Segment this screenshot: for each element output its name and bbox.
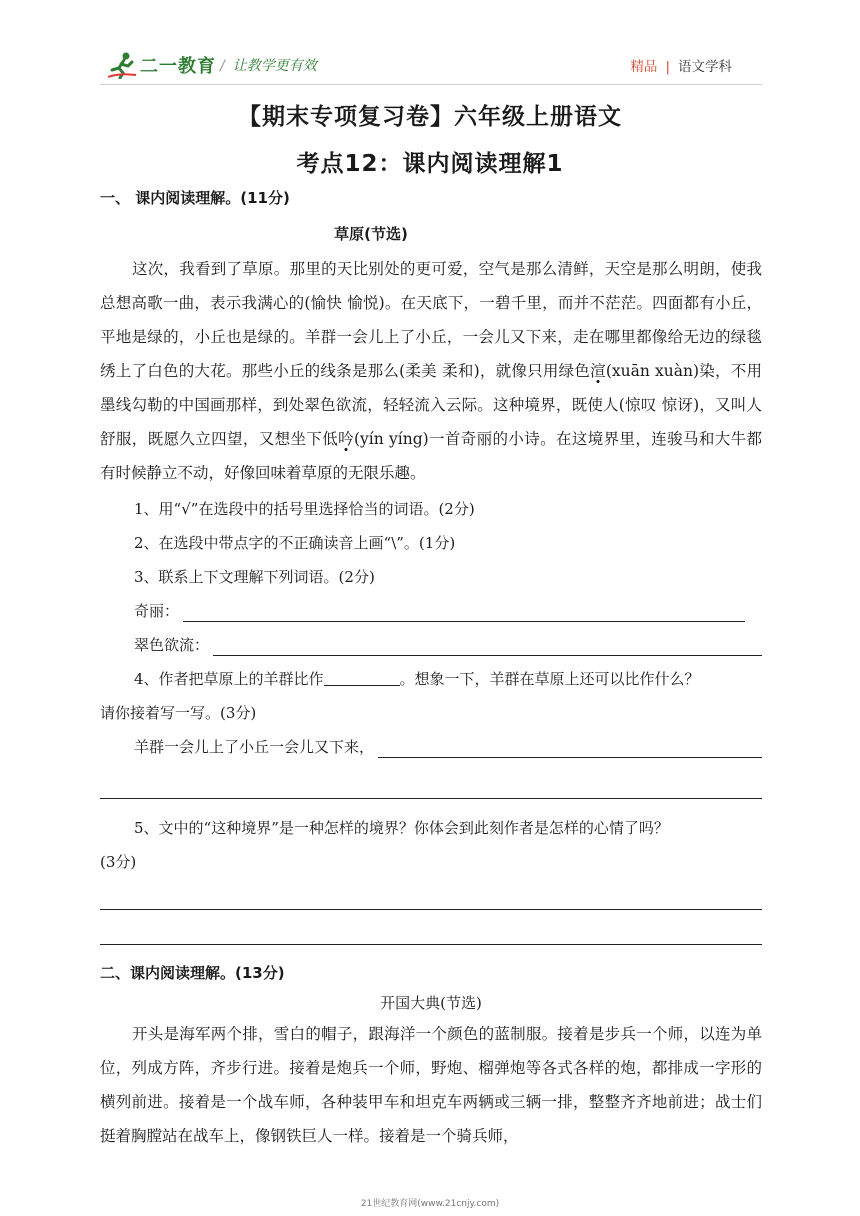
premium-badge: 精品 <box>630 59 658 75</box>
slogan <box>220 55 317 75</box>
passage1-text <box>100 252 762 490</box>
passage1-title: 草原(节选) <box>334 225 408 243</box>
page-header <box>0 0 860 90</box>
header-separator: | <box>665 59 670 75</box>
header-divider <box>100 84 762 85</box>
header-subject <box>630 55 732 75</box>
answer-line[interactable] <box>213 631 762 656</box>
q3-term-label: 奇丽： <box>134 602 180 620</box>
answer-line[interactable] <box>100 764 762 799</box>
section2-heading: 二、课内阅读理解。(13分) <box>100 964 285 982</box>
q4-text-b: 。想象一下，羊群在草原上还可以比作什么？ <box>399 670 700 688</box>
passage2-title: 开国大典(节选) <box>380 994 482 1012</box>
subject-label: 语文学科 <box>678 59 732 75</box>
passage2-text: 开头是海军两个排，雪白的帽子，跟海洋一个颜色的蓝制服。接着是步兵一个师，以连为单位，列成方阵，齐步行进。接着是炮兵一个师，野炮、榴弹炮等各式各样的炮，都排成一字形的横列前进。接着是一个战车师，各种装甲车和坦克车两辆或三辆一排，整整齐齐地前进；战士们挺着胸膛站在战车上，像钢铁巨人一样。接着是一个骑兵师， <box>100 1025 762 1145</box>
q4-answer <box>100 730 762 764</box>
slash-divider: / <box>220 58 225 74</box>
section1-heading: 一、 课内阅读理解。(11分) <box>100 189 290 207</box>
q3-answer-cuise <box>100 628 762 662</box>
q3-answer-qili <box>100 594 762 628</box>
worksheet-body <box>100 186 762 1153</box>
slogan-text: 让教学更有效 <box>232 58 317 74</box>
question-1: 1、用“√”在选段中的括号里选择恰当的词语。(2分) <box>134 500 475 518</box>
answer-line[interactable] <box>100 879 762 910</box>
runner-logo-icon <box>108 51 138 79</box>
q3-term-label: 翠色欲流： <box>134 636 210 654</box>
logo-text: 二一教育 <box>140 56 216 77</box>
dotted-char: 渲 <box>590 362 606 380</box>
page-title: 【期末专项复习卷】六年级上册语文 <box>238 104 622 130</box>
page-subtitle: 考点12：课内阅读理解1 <box>296 151 564 177</box>
page-footer: 21世纪教育网(www.21cnjy.com) <box>360 1199 500 1209</box>
passage1-part-c: (yín yíng)一首奇丽的小诗。在这境界里，连骏马和大牛都有时候静立不动，好像回味着草原的无限乐趣。 <box>100 430 762 482</box>
question-4-cont: 请你接着写一写。(3分) <box>100 704 257 722</box>
question-3: 3、联系上下文理解下列词语。(2分) <box>134 568 375 586</box>
q4-blank[interactable] <box>324 667 400 686</box>
dotted-char: 吟 <box>338 430 354 448</box>
question-5-cont: (3分) <box>100 853 137 871</box>
question-4 <box>100 662 762 696</box>
answer-line[interactable] <box>378 733 762 758</box>
question-2: 2、在选段中带点字的不正确读音上画“\”。(1分) <box>134 534 456 552</box>
q4-prompt: 羊群一会儿上了小丘一会儿又下来， <box>134 738 375 756</box>
passage1-part-b: (xuān xuàn)染，不用墨线勾勒的中国画那样，到处翠色欲流，轻轻流入云际。这种境界，既使人(惊叹 惊讶)，又叫人舒服，既愿久立四望，又想坐下低 <box>100 362 762 448</box>
brand-logo <box>108 50 216 80</box>
answer-line[interactable] <box>183 597 745 622</box>
passage1-part-a: 这次，我看到了草原。那里的天比别处的更可爱，空气是那么清鲜，天空是那么明朗，使我总想高歌一曲，表示我满心的(愉快 愉悦)。在天底下，一碧千里，而并不茫茫。四面都有小丘，平地是绿的，小丘也是绿的。羊群一会儿上了小丘，一会儿又下来，走在哪里都像给无边的绿毯绣上了白色的大花。那些小丘的线条是那么(柔美 柔和)，就像只用绿色 <box>100 260 762 380</box>
question-5: 5、文中的“这种境界”是一种怎样的境界？你体会到此刻作者是怎样的心情了吗？ <box>134 819 669 837</box>
answer-line[interactable] <box>100 910 762 945</box>
q4-text-a: 4、作者把草原上的羊群比作 <box>134 670 324 688</box>
